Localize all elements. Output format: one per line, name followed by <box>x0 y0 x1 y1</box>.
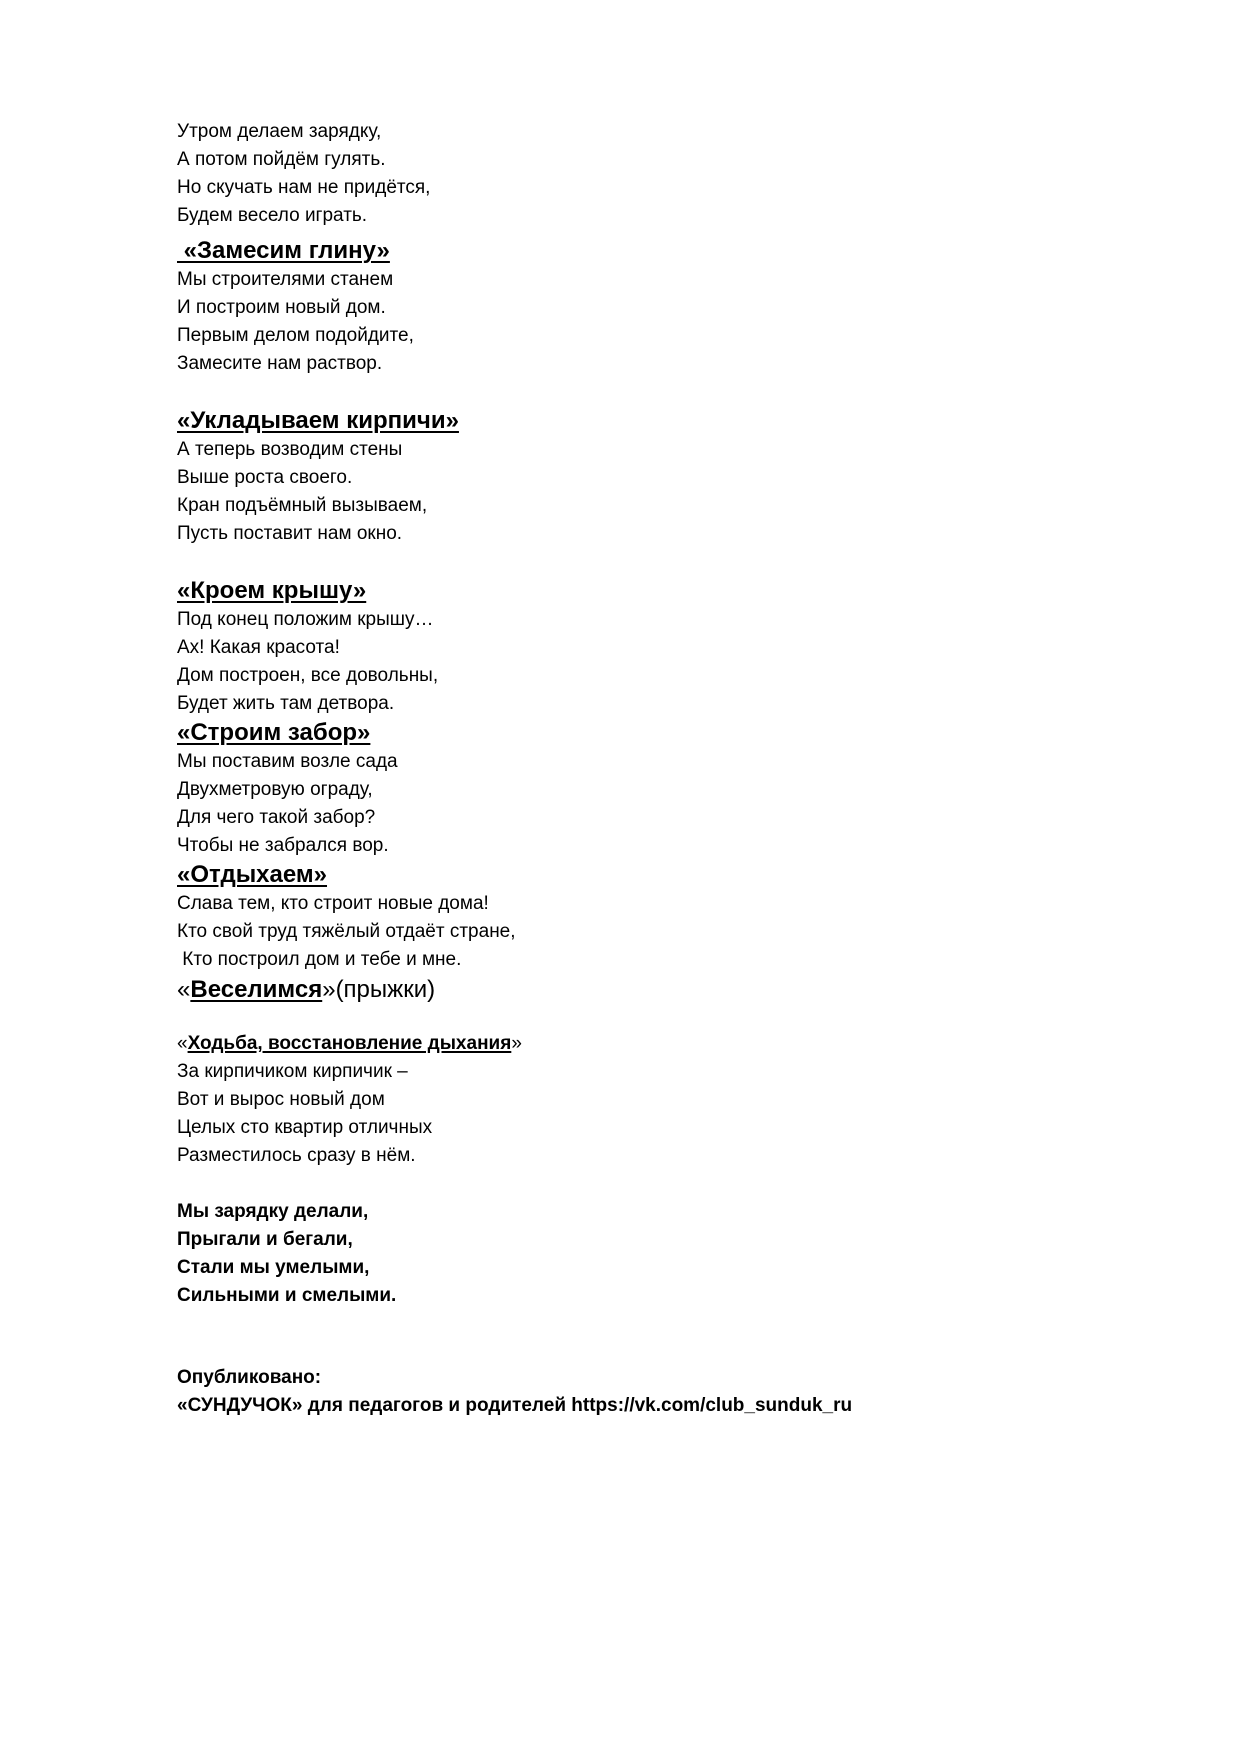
walk-open-quote: « <box>177 1033 188 1054</box>
section-line: Мы строителями станем <box>177 269 394 290</box>
section-title: «Строим забор» <box>177 719 371 746</box>
section-line: Замесите нам раствор. <box>177 353 383 374</box>
jump-suffix: »(прыжки) <box>322 976 436 1003</box>
finale-line: Мы зарядку делали, <box>177 1201 369 1222</box>
section-title: «Укладываем кирпичи» <box>177 407 459 434</box>
intro-stanza <box>177 118 1177 230</box>
section-line: Кран подъёмный вызываем, <box>177 495 428 516</box>
publication-footer <box>177 1364 1177 1420</box>
finale-stanza <box>177 1198 1177 1310</box>
finale-line: Прыгали и бегали, <box>177 1229 353 1250</box>
section-jump-title <box>177 974 1177 1006</box>
section-line: Кто свой труд тяжёлый отдаёт стране, <box>177 921 516 942</box>
section-line: Будет жить там детвора. <box>177 693 395 714</box>
section-line: Чтобы не забрался вор. <box>177 835 389 856</box>
jump-title: Веселимся <box>190 976 323 1003</box>
jump-open-quote: « <box>177 976 191 1003</box>
finale-line: Стали мы умелыми, <box>177 1257 370 1278</box>
section-line: И построим новый дом. <box>177 297 386 318</box>
section-title: «Замесим глину» <box>177 237 390 264</box>
finale-line: Сильными и смелыми. <box>177 1285 397 1306</box>
walk-close-quote: » <box>511 1033 522 1054</box>
section-line: А теперь возводим стены <box>177 439 403 460</box>
section-line: Разместилось сразу в нём. <box>177 1145 416 1166</box>
section-line: Первым делом подойдите, <box>177 325 414 346</box>
section-mix-clay <box>177 236 1177 378</box>
published-label: Опубликовано: <box>177 1367 322 1388</box>
section-line: Мы поставим возле сада <box>177 751 398 772</box>
section-walk <box>177 1030 1177 1170</box>
section-line: Для чего такой забор? <box>177 807 376 828</box>
intro-line-3: Но скучать нам не придётся, <box>177 177 431 198</box>
section-title: «Отдыхаем» <box>177 861 328 888</box>
section-cover-roof <box>177 576 1177 718</box>
section-line: Целых сто квартир отличных <box>177 1117 433 1138</box>
document-page <box>177 118 1177 1420</box>
section-line: Дом построен, все довольны, <box>177 665 439 686</box>
section-line: Двухметровую ограду, <box>177 779 373 800</box>
section-title: «Кроем крышу» <box>177 577 367 604</box>
walk-title <box>177 1030 1177 1058</box>
intro-line-4: Будем весело играть. <box>177 205 368 226</box>
section-build-fence <box>177 718 1177 860</box>
section-rest <box>177 860 1177 974</box>
section-line: За кирпичиком кирпичик – <box>177 1061 408 1082</box>
publication-source: «СУНДУЧОК» для педагогов и родителей https://vk.com/club_sunduk_ru <box>177 1395 853 1416</box>
section-line: Кто построил дом и тебе и мне. <box>177 949 462 970</box>
intro-line-1: Утром делаем зарядку, <box>177 121 382 142</box>
section-lay-bricks <box>177 406 1177 548</box>
section-line: Вот и вырос новый дом <box>177 1089 385 1110</box>
intro-line-2: А потом пойдём гулять. <box>177 149 386 170</box>
section-line: Слава тем, кто строит новые дома! <box>177 893 489 914</box>
section-line: Выше роста своего. <box>177 467 353 488</box>
walk-title-text: Ходьба, восстановление дыхания <box>187 1033 512 1054</box>
section-line: Пусть поставит нам окно. <box>177 523 403 544</box>
section-line: Под конец положим крышу… <box>177 609 434 630</box>
section-line: Ах! Какая красота! <box>177 637 340 658</box>
